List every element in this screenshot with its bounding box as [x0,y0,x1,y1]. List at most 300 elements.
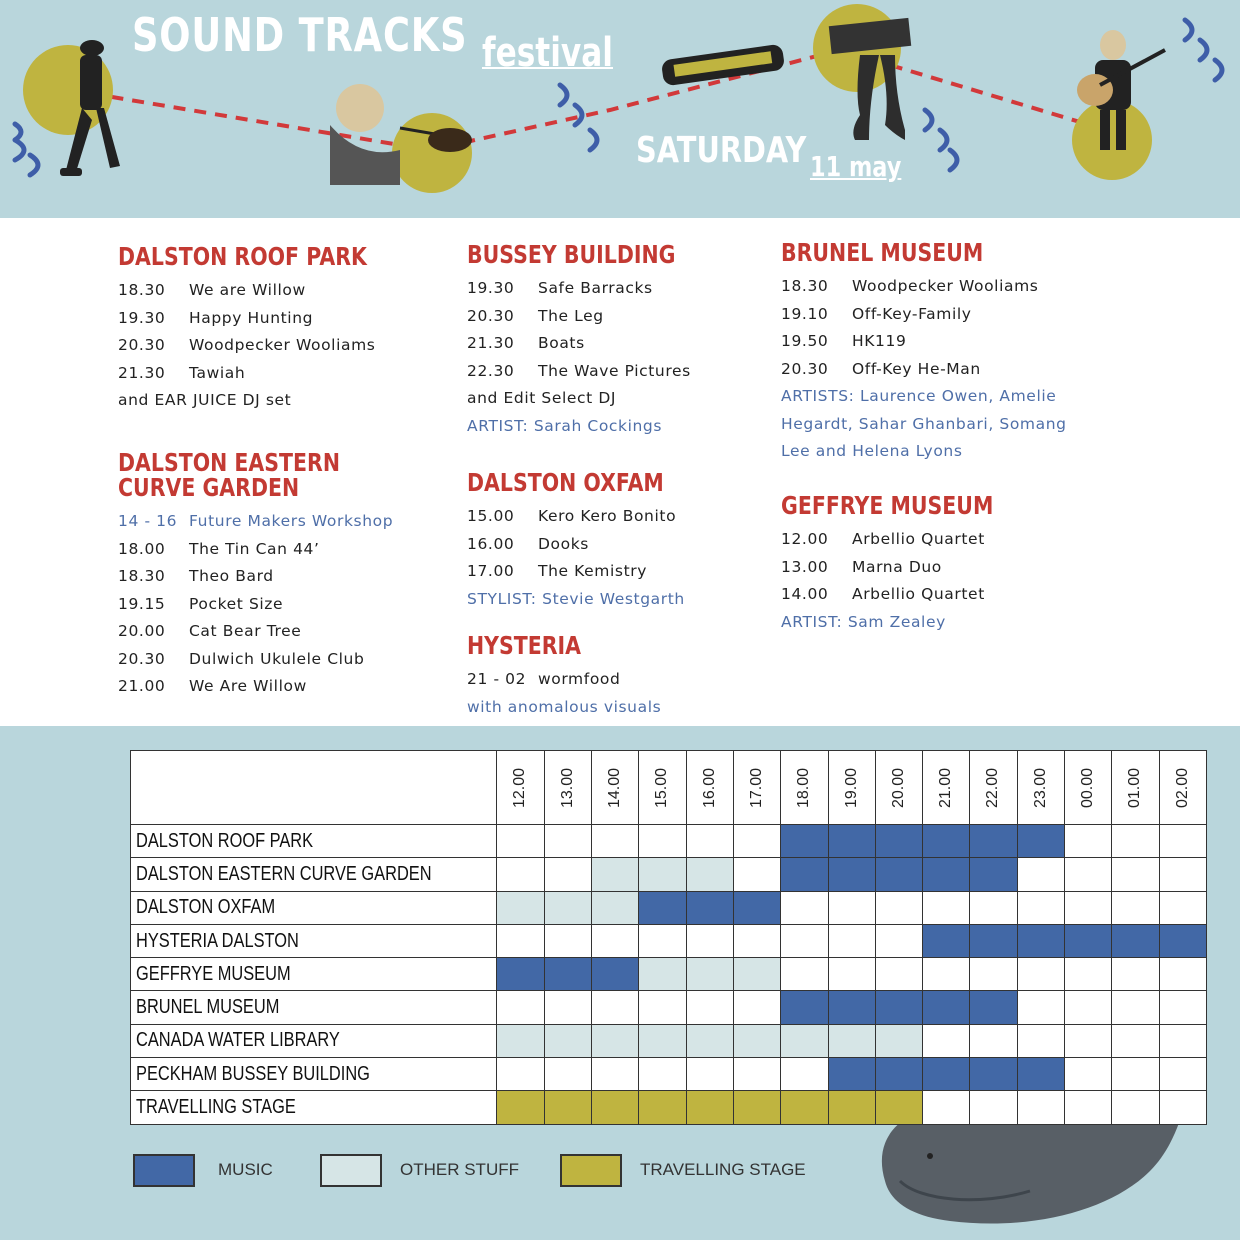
timetable-cell [781,991,828,1024]
timetable-cell [1065,924,1112,957]
hour-label: 12.00 [511,767,529,808]
timetable-cell [1159,825,1206,858]
venue-brunel-museum [781,240,1067,466]
timetable-cell [875,1024,922,1057]
yellow-circle [1072,100,1152,180]
timetable-cell [733,924,780,957]
timetable-cell [497,958,544,991]
venue-credit: ARTIST: Sarah Cockings [467,416,663,435]
timetable-venue-name [131,924,497,957]
lineup-row [781,328,1067,356]
timetable-cell [923,858,970,891]
hour-header [497,751,544,825]
timetable-cell [970,1024,1017,1057]
timetable-cell [733,891,780,924]
hour-label: 20.00 [889,767,907,808]
timetable-cell [828,891,875,924]
venue-label: DALSTON OXFAM [136,896,276,919]
act-name: Dooks [538,534,589,553]
timetable-cell [686,1024,733,1057]
hour-label: 02.00 [1173,767,1191,808]
timetable-cell [639,891,686,924]
venue-bussey-building [467,242,721,440]
act-name: Boats [538,334,585,352]
timetable-venue-name [131,1024,497,1057]
hour-label: 00.00 [1079,767,1097,808]
legend-swatch-music [133,1154,195,1187]
timetable-cell [970,1091,1017,1124]
act-name: Pocket Size [189,594,284,613]
timetable-venue-name [131,1091,497,1124]
set-time: 20.30 [781,359,829,378]
timetable-cell [781,891,828,924]
act-name: The Wave Pictures [538,361,691,380]
act-name: Arbellio Quartet [852,530,985,548]
timetable-cell [686,858,733,891]
timetable-cell [544,1058,591,1091]
lineup-row [467,303,721,331]
timetable-cell [733,958,780,991]
timetable-cell [544,1024,591,1057]
hour-label: 13.00 [558,767,576,808]
timetable-cell [733,825,780,858]
timetable-cell [592,858,639,891]
timetable-cell [1112,1024,1159,1057]
timetable-cell [1159,1024,1206,1057]
venue-dalston-roof-park [118,244,422,415]
venue-note: and Edit Select DJ [467,389,617,407]
timetable-cell [1159,924,1206,957]
timetable-cell [781,858,828,891]
timetable-cell [1065,1058,1112,1091]
grid-corner [131,751,497,825]
timetable-cell [592,991,639,1024]
venue-heading: BUSSEY BUILDING [467,240,676,269]
timetable-cell [592,1024,639,1057]
set-time: 14 - 16 [118,512,178,530]
timetable-cell [544,825,591,858]
act-name: Woodpecker Wooliams [852,277,1039,295]
hour-label: 14.00 [606,767,624,808]
venue-heading: HYSTERIA [467,631,582,660]
timetable-cell [970,924,1017,957]
set-time: 20.30 [118,649,166,668]
timetable-cell [875,958,922,991]
lineup-row [467,558,707,586]
venue-label: BRUNEL MUSEUM [136,996,280,1019]
timetable-cell [733,1058,780,1091]
venue-credit: Lee and Helena Lyons [781,442,963,460]
set-time: 20.30 [118,336,166,354]
act-name: Safe Barracks [538,279,653,297]
hour-label: 17.00 [748,767,766,808]
timetable-cell [1017,991,1064,1024]
timetable-cell [544,1091,591,1124]
timetable-cell [592,825,639,858]
timetable-row [131,958,1207,991]
act-name: The Tin Can 44’ [189,539,320,558]
hour-header [592,751,639,825]
venue-note: and EAR JUICE DJ set [118,391,292,409]
venue-heading: DALSTON ROOF PARK [118,242,367,271]
timetable-cell [923,1024,970,1057]
lineup-row [118,305,422,333]
venue-heading: DALSTON OXFAM [467,468,664,497]
timetable-cell [875,858,922,891]
act-name: Happy Hunting [189,308,314,327]
timetable-cell [686,991,733,1024]
timetable-cell [733,858,780,891]
set-time: 20.30 [467,306,515,325]
timetable-cell [544,891,591,924]
lineup-row [118,563,393,591]
harmonica-icon [661,44,785,87]
timetable-cell [592,924,639,957]
act-name: We are Willow [189,281,306,299]
timetable-row [131,891,1207,924]
act-name: Tawiah [189,363,246,382]
lineup-row [118,332,422,360]
legend-swatch-travelling [560,1154,622,1187]
timetable-cell [923,891,970,924]
timetable-cell [781,1091,828,1124]
festival-subtitle: festival [482,30,614,76]
act-name: wormfood [538,670,621,688]
lineup-row [467,330,721,358]
set-time: 21.30 [467,334,515,352]
festival-date: 11 may [810,150,902,183]
timetable-cell [1112,924,1159,957]
timetable-cell [733,1024,780,1057]
timetable-cell [875,991,922,1024]
timetable-cell [828,858,875,891]
lineup-row [467,275,721,303]
set-time: 15.00 [467,507,515,525]
venue-heading: GEFFRYE MUSEUM [781,491,994,520]
act-name: Dulwich Ukulele Club [189,649,365,668]
set-time: 18.30 [118,281,166,299]
timetable-cell [497,991,544,1024]
venue-credit: with anomalous visuals [467,697,662,716]
hour-header [781,751,828,825]
legend-label-music: MUSIC [218,1160,273,1179]
venue-credit: ARTISTS: Laurence Owen, Amelie [781,387,1057,405]
lineup-row [118,277,422,305]
timetable-cell [544,858,591,891]
act-name: Kero Kero Bonito [538,507,677,525]
timetable-cell [497,1091,544,1124]
timetable-cell [1017,1024,1064,1057]
timetable-cell [970,825,1017,858]
timetable-cell [497,825,544,858]
timetable-cell [1159,891,1206,924]
timetable-cell [970,1058,1017,1091]
timetable-cell [781,825,828,858]
timetable-cell [1159,991,1206,1024]
timetable-cell [1159,1058,1206,1091]
lineup-row [467,503,707,531]
timetable-cell [733,1091,780,1124]
timetable-cell [544,958,591,991]
timetable-cell [1017,1091,1064,1124]
timetable-cell [1112,825,1159,858]
timetable-cell [686,891,733,924]
venue-label: DALSTON EASTERN CURVE GARDEN [136,862,432,885]
timetable-venue-name [131,891,497,924]
set-time: 21.30 [118,363,166,382]
timetable-cell [686,958,733,991]
timetable-row [131,991,1207,1024]
timetable-cell [1065,1024,1112,1057]
legend-label-other: OTHER STUFF [400,1160,519,1179]
timetable-cell [1112,1091,1159,1124]
set-time: 21 - 02 [467,670,527,688]
timetable-row [131,825,1207,858]
hour-header [686,751,733,825]
timetable-cell [1017,825,1064,858]
hour-label: 23.00 [1031,767,1049,808]
lineup-row [781,581,1040,609]
timetable-row [131,1058,1207,1091]
venue-heading: CURVE GARDEN [118,473,300,502]
hour-label: 01.00 [1126,767,1144,808]
hour-label: 19.00 [842,767,860,808]
timetable-cell [497,924,544,957]
timetable-cell [781,958,828,991]
timetable-cell [828,1058,875,1091]
set-time: 22.30 [467,361,515,380]
timetable-cell [686,825,733,858]
timetable-cell [1065,891,1112,924]
lineup-row [118,618,393,646]
timetable-venue-name [131,958,497,991]
timetable-grid [130,750,1207,1125]
legend-swatch-other [320,1154,382,1187]
venue-label: DALSTON ROOF PARK [136,829,314,852]
timetable-cell [923,991,970,1024]
header-banner [0,0,1240,218]
yellow-circle [392,113,472,193]
timetable-row [131,1024,1207,1057]
set-time: 12.00 [781,530,829,548]
venue-credit: STYLIST: Stevie Westgarth [467,589,685,608]
lineup-row [118,591,393,619]
timetable-row [131,924,1207,957]
timetable-cell [639,958,686,991]
timetable-cell [686,924,733,957]
venue-dalston-eastern-curve-garden [118,450,393,701]
set-time: 16.00 [467,534,515,553]
act-name: The Kemistry [538,562,647,580]
venue-dalston-oxfam [467,470,707,613]
hour-header [1159,751,1206,825]
hour-header [733,751,780,825]
timetable-venue-name [131,825,497,858]
timetable-cell [828,1024,875,1057]
timetable-cell [1065,958,1112,991]
hour-header [923,751,970,825]
lineup-row [467,531,707,559]
timetable-cell [828,825,875,858]
timetable-cell [875,891,922,924]
hour-header [970,751,1017,825]
timetable-cell [1112,891,1159,924]
timetable-cell [970,991,1017,1024]
set-time: 14.00 [781,585,829,603]
timetable-cell [970,858,1017,891]
venue-hysteria [467,633,661,721]
venue-credit: ARTIST: Sam Zealey [781,612,946,631]
hour-label: 18.00 [795,767,813,808]
hour-header [1065,751,1112,825]
venue-geffrye-museum [781,493,1040,636]
legend-label-travelling: TRAVELLING STAGE [640,1160,806,1179]
wave-icon [560,85,597,150]
timetable-cell [1017,924,1064,957]
timetable-cell [497,1024,544,1057]
venue-label: TRAVELLING STAGE [136,1096,296,1119]
hour-label: 21.00 [937,767,955,808]
timetable-cell [1065,825,1112,858]
set-time: 19.15 [118,594,166,613]
lineup-row [467,666,661,694]
act-name: Off-Key He-Man [852,359,981,378]
set-time: 18.30 [781,277,829,295]
wave-icon [15,124,38,175]
set-time: 19.10 [781,304,829,323]
act-name: Future Makers Workshop [189,512,394,530]
festival-title: SOUND TRACKS [132,8,468,62]
timetable-row [131,1091,1207,1124]
lineup-section [0,218,1240,726]
lineup-row [118,508,393,536]
venue-label: GEFFRYE MUSEUM [136,962,291,985]
timetable-cell [592,891,639,924]
lineup-row [118,646,393,674]
set-time: 21.00 [118,677,166,695]
act-name: HK119 [852,332,907,350]
hour-header [1112,751,1159,825]
timetable-cell [1065,1091,1112,1124]
set-time: 19.50 [781,332,829,350]
hours-header-row [131,751,1207,825]
timetable-cell [639,991,686,1024]
timetable-cell [639,858,686,891]
wave-icon [1185,20,1222,80]
timetable-cell [923,825,970,858]
act-name: Marna Duo [852,557,942,576]
timetable-cell [686,1058,733,1091]
timetable-cell [781,1024,828,1057]
timetable-cell [1112,1058,1159,1091]
timetable-cell [875,924,922,957]
act-name: The Leg [538,306,604,325]
act-name: Woodpecker Wooliams [189,336,376,354]
timetable-cell [592,1091,639,1124]
lineup-row [781,301,1067,329]
timetable-venue-name [131,858,497,891]
lineup-row [118,536,393,564]
timetable-cell [1017,858,1064,891]
timetable-cell [875,825,922,858]
timetable-cell [592,1058,639,1091]
timetable-cell [828,924,875,957]
timetable-cell [686,1091,733,1124]
timetable-cell [1112,958,1159,991]
timetable-cell [1159,858,1206,891]
lineup-row [781,273,1067,301]
hour-label: 22.00 [984,767,1002,808]
timetable-body [131,825,1207,1125]
timetable-cell [1112,858,1159,891]
timetable-cell [1112,991,1159,1024]
timetable-cell [828,991,875,1024]
timetable-cell [923,958,970,991]
timetable-cell [639,1024,686,1057]
timetable-cell [497,858,544,891]
act-name: Arbellio Quartet [852,585,985,603]
timetable-cell [781,1058,828,1091]
timetable-cell [875,1091,922,1124]
act-name: Theo Bard [189,567,274,585]
timetable-cell [592,958,639,991]
set-time: 18.00 [118,539,166,558]
timetable-cell [639,1058,686,1091]
set-time: 20.00 [118,622,166,640]
hour-header [875,751,922,825]
lineup-row [781,526,1040,554]
timetable-cell [1065,858,1112,891]
timetable-venue-name [131,991,497,1024]
venue-label: HYSTERIA DALSTON [136,929,299,952]
timetable-cell [544,991,591,1024]
set-time: 17.00 [467,562,515,580]
hour-label: 16.00 [700,767,718,808]
set-time: 13.00 [781,557,829,576]
timetable-cell [1017,891,1064,924]
timetable-cell [544,924,591,957]
lineup-row [467,358,721,386]
lineup-row [118,673,393,701]
venue-heading: BRUNEL MUSEUM [781,238,984,267]
timetable-cell [828,1091,875,1124]
wave-icon [925,110,957,170]
timetable-cell [1159,1091,1206,1124]
act-name: We Are Willow [189,677,307,695]
timetable-cell [1065,991,1112,1024]
set-time: 19.30 [467,279,515,297]
hour-header [544,751,591,825]
lineup-row [781,554,1040,582]
timetable-row [131,858,1207,891]
timetable-cell [497,891,544,924]
timetable-cell [923,924,970,957]
timetable-cell [639,825,686,858]
timetable-cell [639,1091,686,1124]
timetable-cell [1159,958,1206,991]
timetable-cell [1017,1058,1064,1091]
festival-day: SATURDAY [636,130,807,171]
act-name: Cat Bear Tree [189,622,302,640]
timetable-cell [781,924,828,957]
hour-header [639,751,686,825]
set-time: 18.30 [118,567,166,585]
timetable-cell [923,1058,970,1091]
venue-credit: Hegardt, Sahar Ghanbari, Somang [781,414,1067,433]
hour-header [1017,751,1064,825]
timetable-venue-name [131,1058,497,1091]
timetable-cell [970,891,1017,924]
